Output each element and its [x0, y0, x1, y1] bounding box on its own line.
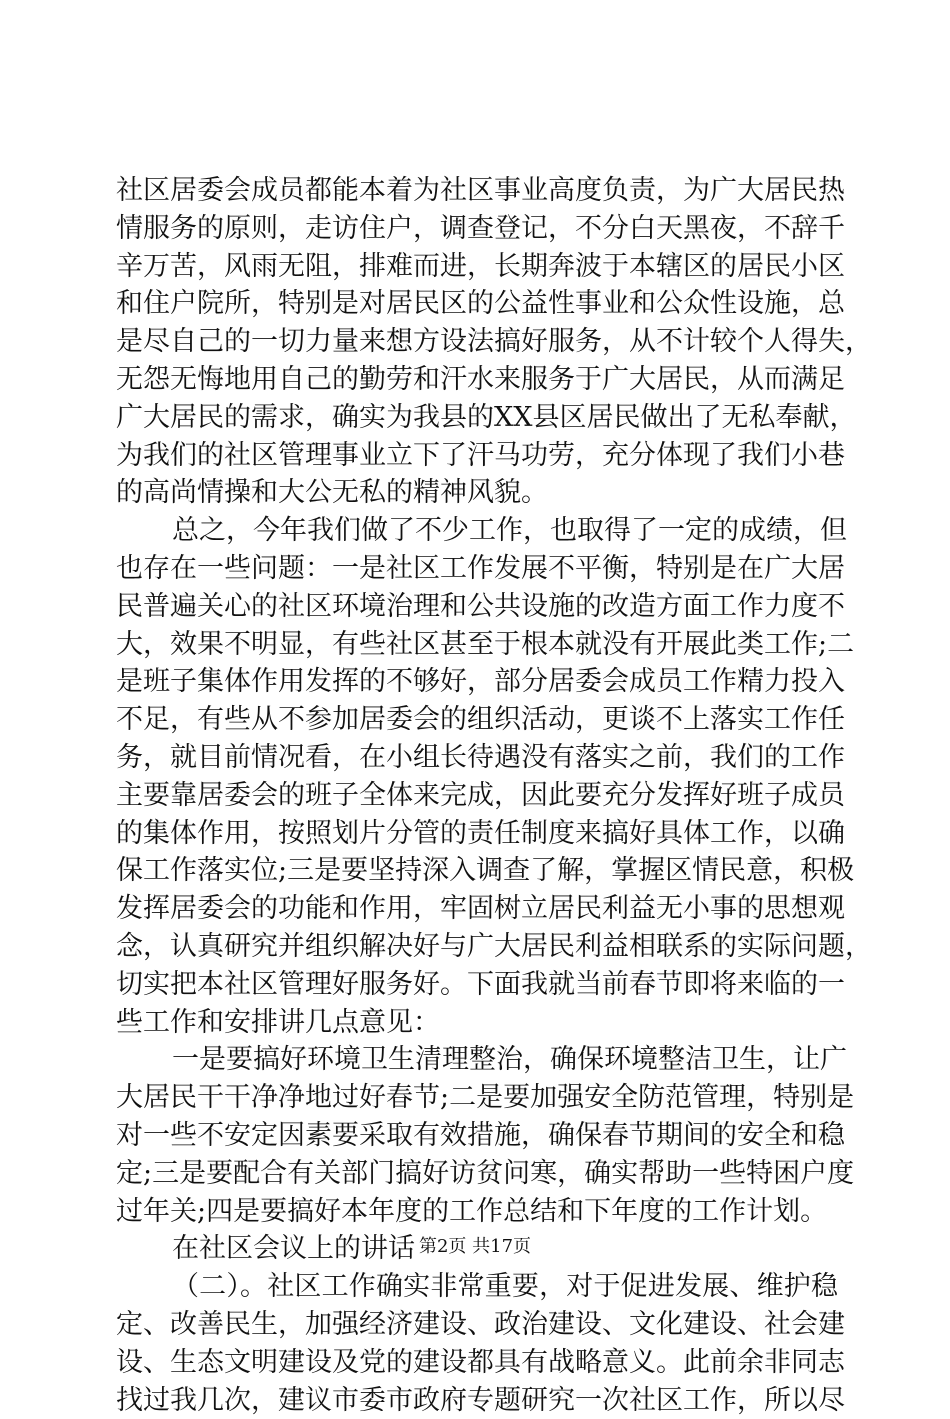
text-line: 不足，有些从不参加居委会的组织活动，更谈不上落实工作任	[116, 701, 838, 739]
text-line: 发挥居委会的功能和作用，牢固树立居民利益无小事的思想观	[116, 890, 838, 928]
text-line: 些工作和安排讲几点意见：	[116, 1004, 838, 1042]
text-line: 定;三是要配合有关部门搞好访贫问寒，确实帮助一些特困户度	[116, 1155, 838, 1193]
text-line: 念，认真研究并组织解决好与广大居民利益相联系的实际问题，	[116, 928, 838, 966]
text-line: 主要靠居委会的班子全体来完成，因此要充分发挥好班子成员	[116, 777, 838, 815]
document-body	[116, 172, 838, 1419]
text-line: 务，就目前情况看，在小组长待遇没有落实之前，我们的工作	[116, 739, 838, 777]
text-line: 广大居民的需求，确实为我县的XX县区居民做出了无私奉献，	[116, 399, 838, 437]
text-line: 在社区会议上的讲话	[116, 1230, 838, 1268]
text-line: 大，效果不明显，有些社区甚至于根本就没有开展此类工作;二	[116, 626, 838, 664]
text-line: （二）。社区工作确实非常重要，对于促进发展、维护稳	[116, 1268, 838, 1306]
text-line: 的高尚情操和大公无私的精神风貌。	[116, 474, 838, 512]
text-line: 总之，今年我们做了不少工作，也取得了一定的成绩，但	[116, 512, 838, 550]
text-line: 是班子集体作用发挥的不够好，部分居委会成员工作精力投入	[116, 663, 838, 701]
text-line: 也存在一些问题：一是社区工作发展不平衡，特别是在广大居	[116, 550, 838, 588]
text-line: 找过我几次，建议市委市政府专题研究一次社区工作，所以尽	[116, 1382, 838, 1419]
text-line: 对一些不安定因素要采取有效措施，确保春节期间的安全和稳	[116, 1117, 838, 1155]
text-line: 社区居委会成员都能本着为社区事业高度负责，为广大居民热	[116, 172, 838, 210]
paragraph-3	[116, 1041, 838, 1230]
paragraph-2	[116, 512, 838, 1041]
text-line: 一是要搞好环境卫生清理整治，确保环境整洁卫生，让广	[116, 1041, 838, 1079]
text-line: 保工作落实位;三是要坚持深入调查了解，掌握区情民意，积极	[116, 852, 838, 890]
text-line: 是尽自己的一切力量来想方设法搞好服务，从不计较个人得失，	[116, 323, 838, 361]
text-line: 设、生态文明建设及党的建设都具有战略意义。此前余非同志	[116, 1344, 838, 1382]
text-line: 切实把本社区管理好服务好。下面我就当前春节即将来临的一	[116, 966, 838, 1004]
paragraph-1	[116, 172, 838, 512]
text-line: 的集体作用，按照划片分管的责任制度来搞好具体工作，以确	[116, 815, 838, 853]
page-number-footer: 第2页 共17页	[0, 1235, 950, 1259]
text-line: 辛万苦，风雨无阻，排难而进，长期奔波于本辖区的居民小区	[116, 248, 838, 286]
text-line: 过年关;四是要搞好本年度的工作总结和下年度的工作计划。	[116, 1193, 838, 1231]
text-line: 为我们的社区管理事业立下了汗马功劳，充分体现了我们小巷	[116, 437, 838, 475]
text-line: 和住户院所，特别是对居民区的公益性事业和公众性设施，总	[116, 285, 838, 323]
text-line: 无怨无悔地用自己的勤劳和汗水来服务于广大居民，从而满足	[116, 361, 838, 399]
text-line: 民普遍关心的社区环境治理和公共设施的改造方面工作力度不	[116, 588, 838, 626]
text-line: 情服务的原则，走访住户，调查登记，不分白天黑夜，不辞千	[116, 210, 838, 248]
text-line: 定、改善民生，加强经济建设、政治建设、文化建设、社会建	[116, 1306, 838, 1344]
text-line: 大居民干干净净地过好春节;二是要加强安全防范管理，特别是	[116, 1079, 838, 1117]
